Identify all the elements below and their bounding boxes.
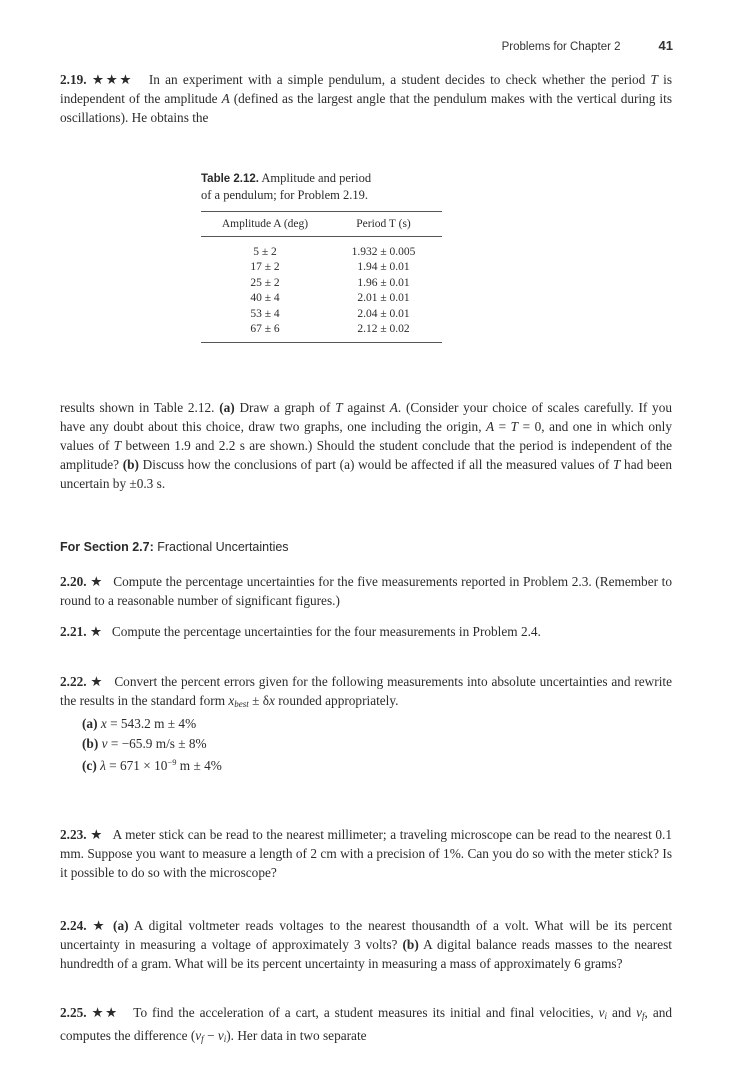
measurement-value: = 671 × 10 [105,758,168,773]
problem-2-19-continuation [60,398,672,493]
measurement-label: (c) [82,758,97,773]
difficulty-stars: ★★★ [91,72,134,87]
table-body [201,237,442,342]
var-T: T [335,400,343,415]
difficulty-stars: ★★ [91,1005,119,1020]
caption-line-2: of a pendulum; for Problem 2.19. [201,188,368,202]
difficulty-stars: ★ [89,624,102,639]
var-x: x [228,693,235,708]
text-run: against [342,400,390,415]
text-run: To find the acceleration of a cart, a student measures its initial and final velocities, [133,1005,599,1020]
problem-2-25 [60,1003,672,1049]
problem-text: Compute the percentage uncertainties for the five measurements reported in Problem 2.3. (Remember to round to a reasonable number of significant figures.) [60,574,672,608]
amplitude-cell: 67 ± 6 [250,323,280,336]
table-row [201,291,442,306]
period-cell: 2.04 ± 0.01 [357,307,410,320]
var-v: v [598,1005,605,1020]
problem-2-20 [60,572,672,610]
text-run: A digital balance reads masses to the nearest hundredth of a gram. What will be its percent uncertainty in measuring a mass of approximately 6 grams? [60,937,672,971]
amplitude-cell: 17 ± 2 [250,261,280,274]
table-bottom-rule [201,342,442,343]
text-run: results shown in Table 2.12. [60,400,220,415]
difficulty-stars: ★ [90,574,103,589]
table-label: Table 2.12. [201,173,259,185]
var-A: A [389,400,398,415]
var-v: v [636,1005,643,1020]
part-b-label: (b) [122,457,139,472]
measurement-label: (b) [82,735,99,751]
part-b-label: (b) [402,937,419,952]
var-T: T [612,457,621,472]
text-run: ). Her data in two separate [226,1028,367,1043]
measurement-a [60,714,672,734]
var-T: T [650,72,658,87]
amplitude-cell: 40 ± 4 [250,292,280,305]
table-row [201,245,442,260]
table-header-row [201,212,442,236]
problem-number: 2.21. [60,624,87,639]
amplitude-cell: 5 ± 2 [253,246,277,258]
exponent: −9 [167,757,177,767]
measurement-value: = 543.2 m ± 4% [106,716,197,731]
var-v: v [101,735,108,751]
problem-number: 2.24. [60,918,87,933]
problem-2-19-intro [60,70,672,127]
subscript-i: i [604,1011,608,1021]
text-run: Discuss how the conclusions of part (a) would be affected if all the measured values of [139,457,613,472]
caption-line-1: Amplitude and period [261,171,372,185]
text-run: , and computes the difference ( [60,1005,673,1043]
problem-number: 2.25. [60,1005,87,1020]
amplitude-cell: 53 ± 4 [250,307,280,320]
problem-2-24 [60,916,672,973]
text-run: = [494,419,511,434]
table-row [201,276,442,291]
problem-text: Compute the percentage uncertainties for the four measurements in Problem 2.4. [111,624,541,639]
problem-2-23 [60,825,672,882]
problem-number: 2.23. [60,827,87,842]
subscript-best: best [234,699,249,709]
text-run: Draw a graph of [234,400,336,415]
text-run: . (Consider your choice of scales carefully. If you have any doubt about this choice, draw two graphs, one including the origin, [60,400,672,434]
table-row [201,307,442,322]
text-run: is independent of the amplitude [60,72,672,106]
period-cell: 1.932 ± 0.005 [351,246,416,258]
subscript-f: f [201,1034,204,1044]
var-v: v [217,1028,224,1043]
text-run: − [203,1028,218,1043]
var-A: A [486,419,495,434]
measurement-label: (a) [82,716,98,731]
text-run: A digital voltmeter reads voltages to the nearest thousandth of a volt. What will be its percent uncertainty in measuring a voltage of approximately 3 volts? [60,918,673,952]
measurement-unit: m ± 4% [176,758,222,773]
measurement-c [60,753,672,776]
subscript-i: i [223,1034,227,1044]
problem-text: A meter stick can be read to the nearest millimeter; a traveling microscope can be read to the nearest 0.1 mm. Suppose you want to measure a length of 2 cm with a precision of 1%. Can you do so with the meter stick? Is it possible to do so with the microscope? [60,827,673,880]
subscript-f: f [642,1011,645,1021]
section-label: For Section 2.7: [60,540,154,554]
text-run: Convert the percent errors given for the following measurements into absolute uncertainties and rewrite the results in the standard form [60,674,673,708]
difficulty-stars: ★ [90,674,103,689]
var-x: x [269,693,275,708]
period-cell: 2.12 ± 0.02 [357,323,410,336]
text-run: (defined as the largest angle that the pendulum makes with the vertical during its oscillations). He obtains the [60,91,672,125]
measurement-value: = −65.9 m/s ± 8% [107,735,207,751]
amplitude-cell: 25 ± 2 [250,276,280,289]
running-head [173,38,673,53]
table-row [201,322,442,337]
text-run: between 1.9 and 2.2 s are shown.) Should the student conclude that the period is independent of the amplitude? [60,438,672,472]
part-a-label: (a) [113,918,129,933]
problem-number: 2.19. [60,72,87,87]
problem-2-22 [60,672,672,776]
header-amplitude: Amplitude A (deg) [221,218,309,230]
var-v: v [195,1028,202,1043]
page-number: 41 [658,38,673,53]
measurement-b [60,734,672,754]
var-A: A [221,91,230,106]
var-x: x [100,716,107,731]
var-T: T [510,419,519,434]
period-cell: 1.94 ± 0.01 [357,261,410,274]
difficulty-stars: ★ [90,827,103,842]
running-title: Problems for Chapter 2 [501,41,621,53]
text-run: ± δ [248,693,270,708]
text-run: had been uncertain by ±0.3 s. [60,457,673,491]
table-2-12 [201,170,442,343]
problem-2-21 [60,622,672,641]
table-row [201,260,442,275]
text-run: and [607,1005,637,1020]
table-caption [201,170,442,203]
var-T: T [113,438,122,453]
section-title: Fractional Uncertainties [153,540,289,554]
section-heading [60,540,289,554]
problem-number: 2.20. [60,574,87,589]
difficulty-stars: ★ [92,918,108,933]
period-cell: 2.01 ± 0.01 [357,292,410,305]
period-cell: 1.96 ± 0.01 [357,276,410,289]
problem-number: 2.22. [60,674,87,689]
part-a-label: (a) [219,400,235,415]
text-run: In an experiment with a simple pendulum, a student decides to check whether the period [148,72,651,87]
text-run: rounded appropriately. [274,693,399,708]
header-period: Period T (s) [356,218,411,230]
var-lambda: λ [100,758,106,773]
text-run: = 0, and one in which only values of [60,419,672,453]
